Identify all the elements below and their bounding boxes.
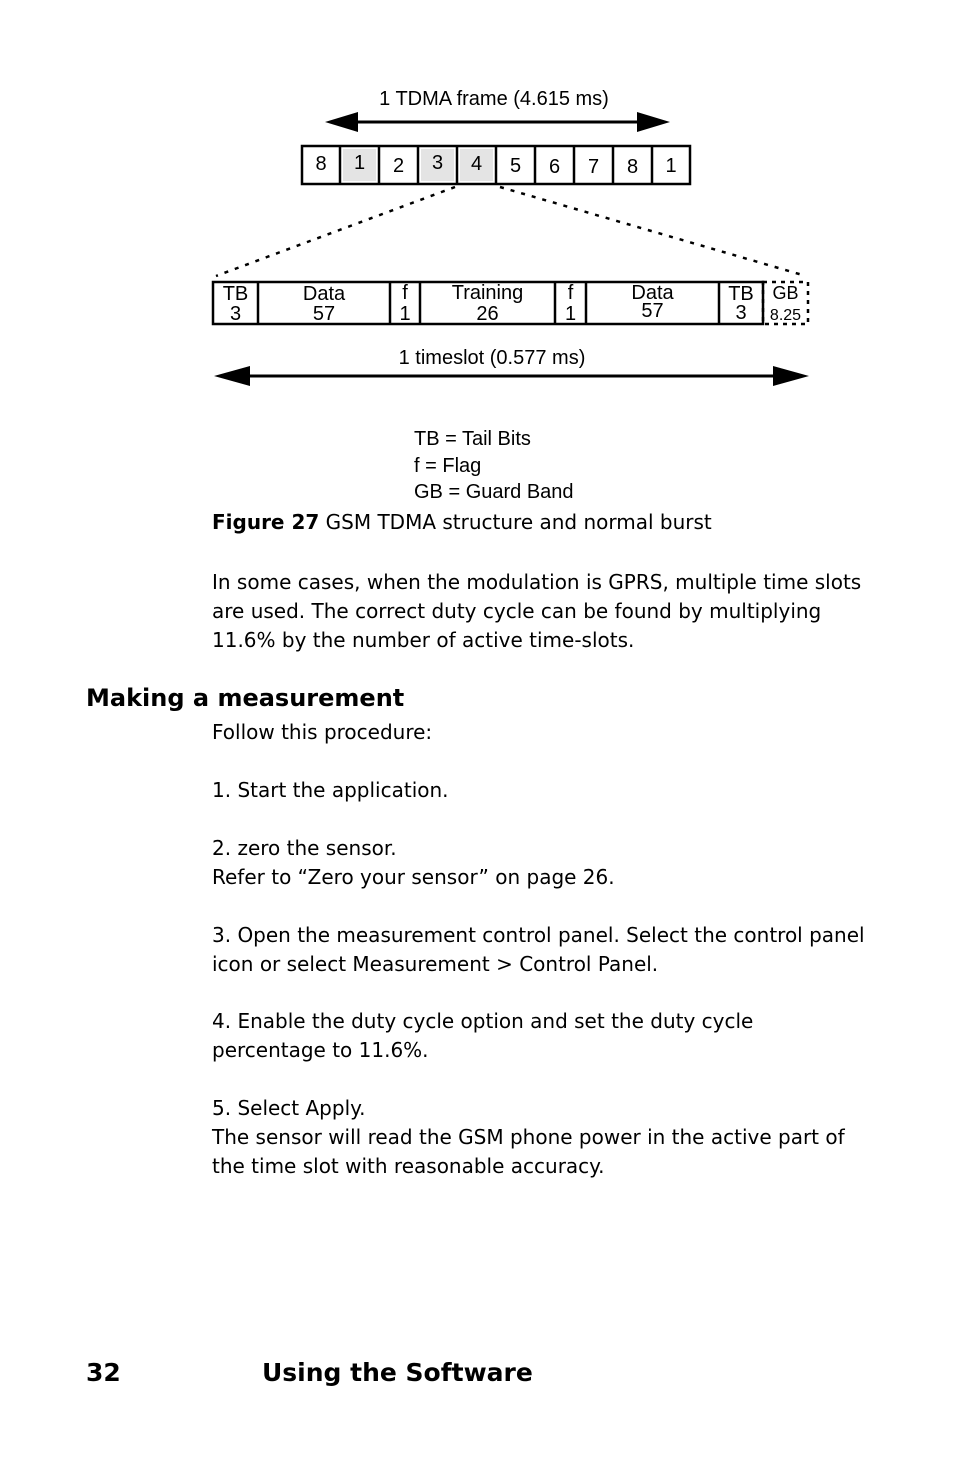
figure-title: GSM TDMA structure and normal burst (319, 510, 712, 534)
step-2-note: Refer to “Zero your sensor” on page 26. (212, 865, 615, 889)
figure-caption (212, 510, 712, 534)
step-4: 4. Enable the duty cycle option and set the duty cycle percentage to 11.6%. (212, 1009, 754, 1062)
burst-field-value: 57 (641, 300, 664, 322)
frame-slot-label: 3 (431, 152, 444, 174)
burst-field-value: 1 (399, 303, 411, 325)
section-heading: Making a measurement (86, 684, 405, 712)
legend-item-tail-bits: TB = Tail Bits (414, 428, 531, 450)
burst-field-name: TB (222, 283, 249, 305)
frame-slot-label: 7 (587, 156, 600, 178)
tdma-frame-label: 1 TDMA frame (4.615 ms) (379, 88, 609, 110)
step-5-note: The sensor will read the GSM phone power in the active part of the time slot with reasonable accuracy. (212, 1125, 845, 1178)
frame-slot-label: 2 (392, 155, 405, 177)
frame-slot-label: 8 (626, 156, 639, 178)
expansion-lines (216, 187, 806, 276)
burst-field-name: f (567, 282, 574, 304)
burst-field-name: f (402, 282, 408, 304)
burst-field-value: 57 (312, 303, 336, 325)
burst-field-value: 26 (476, 303, 499, 325)
step-2: 2. zero the sensor. (212, 836, 397, 860)
burst-field-value: 1 (564, 303, 577, 325)
frame-slot-label: 5 (509, 155, 522, 177)
timeslot-arrow (214, 366, 809, 386)
burst-field-name: Data (631, 282, 674, 304)
frame-slots (302, 146, 690, 184)
timeslot-label: 1 timeslot (0.577 ms) (398, 347, 586, 369)
tdma-frame-arrow (325, 112, 670, 132)
burst-field-value: 3 (735, 302, 747, 324)
legend-item-guard-band: GB = Guard Band (414, 481, 574, 503)
diagram-legend (414, 426, 574, 506)
frame-slot-label: 1 (665, 155, 677, 177)
burst-field-name: Training (451, 282, 524, 304)
burst-field-name: GB (772, 283, 799, 303)
step-5: 5. Select Apply. (212, 1096, 366, 1120)
burst-field-name: Data (302, 283, 346, 305)
step-3: 3. Open the measurement control panel. Select the control panel icon or select Measurement > Control Panel. (212, 923, 865, 976)
frame-slot-label: 8 (315, 153, 327, 175)
legend-item-flag: f = Flag (414, 454, 482, 477)
normal-burst (213, 282, 808, 325)
intro-paragraph: In some cases, when the modulation is GPRS, multiple time slots are used. The correct duty cycle can be found by multiplying 11.6% by the number of active time-slots. (212, 570, 862, 652)
page-number: 32 (86, 1358, 121, 1387)
burst-field-value: 3 (229, 303, 242, 325)
frame-slot-label: 6 (548, 156, 561, 178)
footer-section-title: Using the Software (262, 1358, 533, 1387)
frame-slot-label: 4 (470, 153, 483, 175)
frame-slot-label: 1 (353, 152, 366, 174)
procedure-lead: Follow this procedure: (212, 720, 433, 744)
figure-number: Figure 27 (212, 510, 320, 534)
burst-field-value: 8.25 (769, 307, 802, 324)
burst-field-name: TB (728, 283, 754, 305)
step-1: 1. Start the application. (212, 778, 449, 802)
